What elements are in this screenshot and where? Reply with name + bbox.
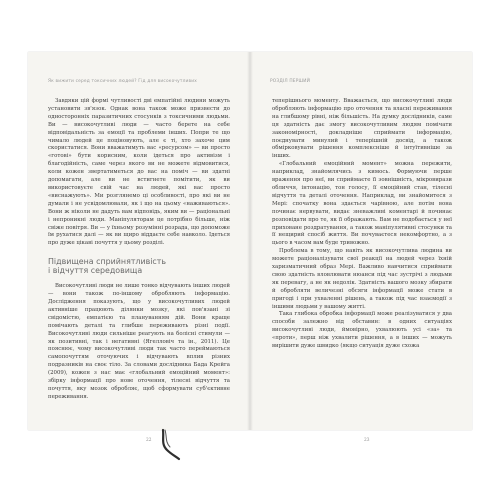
- paragraph: Така глибока обробка інформації може реалізуватися у два способи залежно від обставин: в одних ситуаціях високочутливі люди, ймовірно, ухвалюють усі «за» та «проти», перш ніж ухвалити рішення, а в інших — можуть вирішити дуже швидко (якщо ситуація дуже схожа: [272, 311, 452, 350]
- paragraph: Завдяки цій формі чутливості дві емпатійні людини можуть установити зв'язок. Однак вона також може призвести до односторонніх паразитичних стосунків з токсичними людьми. Ви — високочутливі люди — часто берете на себе відповідальність за емоції та проблеми інших. Попри те що чимало людей це поціновують, але є ті, хто захоче цим скористатися. Вони вважатимуть вас «ресурсом» — ви просто «готові» бути корисним, коли ідеться про активізм і благодійність, саме через якого ви не можете відмовитися, коли кожен звертатиметься до вас на поміч — ви здатні допомагати, але ви не встигнете помітити, як ви використовуєте свій час на людей, які вас просто «виснажують». Ми розглянемо ці особливості, про які ви не думали і не усвідомлювали, як і що на цьому «наживаються». Вони ж ніколи не дадуть вам відповідь, яким ви — раціональні і непроникні люди. Маніпуляторам це потрібно більше, ніж свіже повітря. Ви — у їхньому розумінні розрада, що допоможе їм рухатися далі — як ви щиро віддаєте себе навколо. Ідеться про дуже цікаві почуття у цьому розділі.: [48, 98, 230, 247]
- section-title: [48, 257, 230, 275]
- left-page: [28, 52, 250, 443]
- section-title-line-1: Підвищена сприйнятливість: [48, 257, 167, 267]
- left-page-body: [48, 98, 230, 402]
- right-page-body: [272, 98, 452, 351]
- running-header-left: Як вижити серед токсичних людей? Гід для високочутливих: [48, 79, 198, 84]
- right-page: [250, 52, 472, 443]
- paragraph: Високочутливі люди не лише тонко відчувають інших людей — вони також по-іншому обробляють інформацію. Дослідження показують, що у високочутливих людей активніше працюють ділянки мозку, які пов'язані зі свідомістю, емпатією та плануванням дій. Вони краще помічають деталі та глибше переживають різні події. Високочутливі люди сильніше реагують на болісні стимули — як позитивні, так і негативні (Ягелловіч та ін., 2011). Це пояснює, чому високочутливі люди так часто переймаються самопочуттям оточуючих і відчувають вплив різних подразників на своє тіло. За словами дослідника Бада Крейга (2009), кожен з нас має «глобальний емоційний момент»: збірку інформації про нове оточення, тілесні відчуття та почуття, яку мозок обробляє, щоб сформувати суб'єктивне переживання.: [48, 283, 230, 400]
- book-spread: [28, 52, 472, 443]
- paragraph: «Глобальний емоційний момент» можна пережити, наприклад, знайомлячись з кимось. Формуючи перше враження про неї, ви сприймаєте її зовнішність, мікровирази обличчя, інтонацію, тон голосу, її емоційний стан, тілесні відчуття та деталі оточення. Наприклад, ви знайомитеся з Мері: спочатку вона здається чарівною, але потім вона починає нервувати, видає зневажливі коментарі й починає розповідати про те, як її ображають. Вам не подобається у неї приховане роздратування, а також маніпулятивні стосунки та її нещирий спосіб життя. Ви почуваєтеся некомфортно, а з цього в часом вам буде тривожно.: [272, 161, 452, 247]
- bookmark-ribbon-icon: [159, 430, 181, 460]
- section-title-line-2: і відчуття середовища: [48, 266, 143, 276]
- running-header-right: РОЗДІЛ ПЕРШИЙ: [270, 79, 311, 84]
- page-number-right: 23: [364, 438, 370, 443]
- page-number-left: 22: [146, 438, 152, 443]
- paragraph: теперішнього моменту. Вважається, що високочутливі люди обробляють інформацію про оточення та власні переживання на глибшому рівні, ніж більшість. На думку дослідників, саме ця здатність дає змогу високочутливим людям помічати закономірності, докладніше сприймати інформацію, поєднувати минулий і теперішній досвід, а також обмірковувати рішення комплексніше й інтуїтивніше за інших.: [272, 98, 452, 160]
- paragraph: Проблема в тому, що навіть як високочутлива людина ви можете раціоналізувати свої реакції на людей через їхній харизматичний образ Мері. Важливо навчитися сприймати свою здатність вловлювати нюанси під час зустрічі з людьми як перевагу, а не як недолік. Здатність вашого мозку збирати й обробляти величезні обсяги інформації може стати в пригоді і при ухваленні рішень, а також під час взаємодії з іншими людьми у вашому житті.: [272, 248, 452, 310]
